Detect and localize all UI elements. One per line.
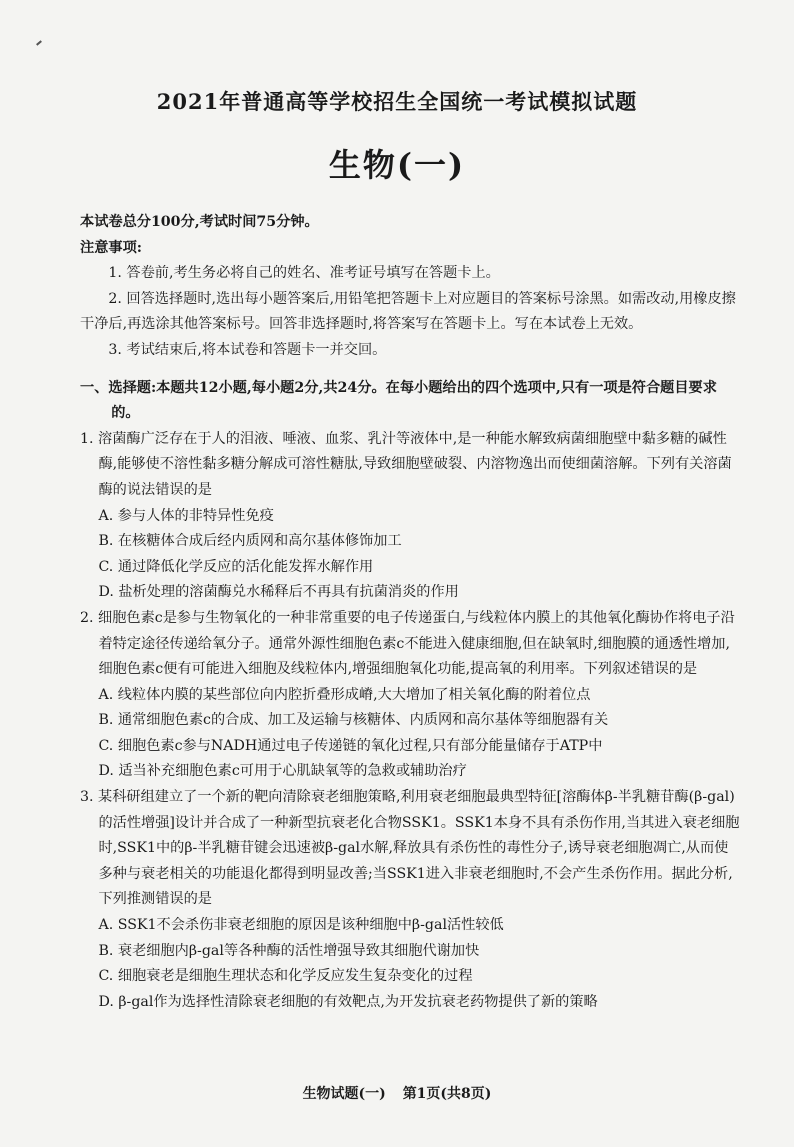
question-option: D. 盐析处理的溶菌酶兑水稀释后不再具有抗菌消炎的作用 — [98, 584, 459, 601]
question-option: C. 通过降低化学反应的活化能发挥水解作用 — [98, 558, 374, 575]
exam-subject: 生物(一) — [328, 146, 466, 184]
exam-summary: 本试卷总分100分,考试时间75分钟。 — [80, 214, 319, 230]
section-heading: 一、选择题:本题共12小题,每小题2分,共24分。在每小题给出的四个选项中,只有一项是符合题目要求的。 — [80, 379, 717, 422]
question-option: A. 参与人体的非特异性免疫 — [98, 507, 274, 524]
footer-subject: 生物试题(一) — [302, 1086, 386, 1102]
note-item: 3. 考试结束后,将本试卷和答题卡一并交回。 — [108, 341, 387, 358]
notes-list — [80, 261, 740, 363]
scan-mark — [36, 40, 42, 45]
question-option: A. 线粒体内膜的某些部位向内腔折叠形成嵴,大大增加了相关氧化酶的附着位点 — [98, 686, 591, 703]
question-stem: 1. 溶菌酶广泛存在于人的泪液、唾液、血浆、乳汁等液体中,是一种能水解致病菌细胞壁中黏多糖的碱性酶,能够使不溶性黏多糖分解成可溶性糖肽,导致细胞壁破裂、内溶物逸出而使细菌溶解。下列有关溶菌酶的说法错误的是 — [80, 430, 732, 498]
footer-page-number: 第1页(共8页) — [402, 1086, 492, 1102]
question-option: B. 通常细胞色素c的合成、加工及运输与核糖体、内质网和高尔基体等细胞器有关 — [98, 712, 609, 729]
exam-content — [80, 210, 740, 1015]
question-2 — [80, 606, 740, 785]
question-option: A. SSK1不会杀伤非衰老细胞的原因是该种细胞中β-gal活性较低 — [98, 917, 504, 934]
question-stem: 3. 某科研组建立了一个新的靶向清除衰老细胞策略,利用衰老细胞最典型特征[溶酶体β-半乳糖苷酶(β-gal)的活性增强]设计并合成了一种新型抗衰老化合物SSK1。SSK1本身不具有杀伤作用,当其进入衰老细胞时,SSK1中的β-半乳糖苷键会迅速被β-gal水解,释放具有杀伤性的毒性分子,诱导衰老细胞凋亡,从而使多种与衰老相关的功能退化都得到明显改善;当SSK1进入非衰老细胞时,不会产生杀伤作用。据此分析,下列推测错误的是 — [80, 789, 740, 908]
question-option: C. 细胞色素c参与NADH通过电子传递链的氧化过程,只有部分能量储存于ATP中 — [98, 737, 603, 754]
question-option: B. 在核糖体合成后经内质网和高尔基体修饰加工 — [98, 533, 402, 550]
question-option: B. 衰老细胞内β-gal等各种酶的活性增强导致其细胞代谢加快 — [98, 942, 480, 959]
question-option: C. 细胞衰老是细胞生理状态和化学反应发生复杂变化的过程 — [98, 968, 473, 985]
question-option: D. 适当补充细胞色素c可用于心肌缺氧等的急救或辅助治疗 — [98, 763, 467, 780]
page-footer — [0, 1083, 794, 1103]
exam-title: 2021年普通高等学校招生全国统一考试模拟试题 — [156, 89, 638, 114]
question-stem: 2. 细胞色素c是参与生物氧化的一种非常重要的电子传递蛋白,与线粒体内膜上的其他氧化酶协作将电子沿着特定途径传递给氧分子。通常外源性细胞色素c不能进入健康细胞,但在缺氧时,细胞膜的通透性增加,细胞色素c便有可能进入细胞及线粒体内,增强细胞氧化功能,提高氧的利用率。下列叙述错误的是 — [80, 609, 735, 678]
question-option: D. β-gal作为选择性清除衰老细胞的有效靶点,为开发抗衰老药物提供了新的策略 — [98, 993, 598, 1010]
note-item: 2. 回答选择题时,选出每小题答案后,用铅笔把答题卡上对应题目的答案标号涂黑。如需改动,用橡皮擦干净后,再选涂其他答案标号。回答非选择题时,将答案写在答题卡上。写在本试卷上无效。 — [80, 290, 736, 333]
question-1 — [80, 427, 740, 606]
notes-heading: 注意事项: — [80, 239, 142, 256]
note-item: 1. 答卷前,考生务必将自己的姓名、准考证号填写在答题卡上。 — [108, 265, 500, 282]
question-3 — [80, 785, 740, 1015]
